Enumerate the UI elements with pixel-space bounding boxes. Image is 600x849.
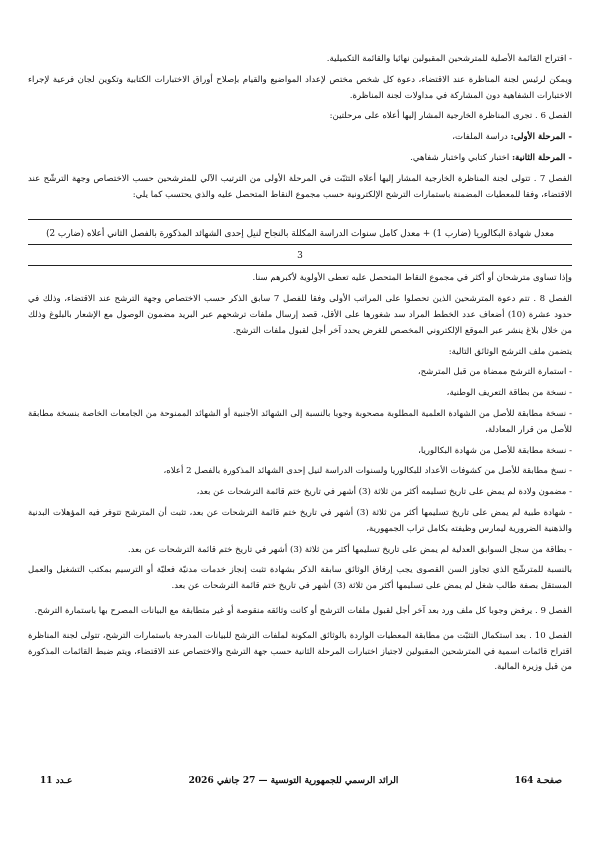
list-item: - نسخة من بطاقة التعريف الوطنية، (446, 388, 572, 399)
paragraph: بالنسبة للمترشّح الذي تجاوز السن القصوى يجب إرفاق الوثائق سابقة الذكر بشهادة تثبت إنجاز خدمات مدنيّة فعليّة أو الترسيم بمكتب التشغيل والعمل المستقل بصفة طالب شغل لم يمض على تسليمها أكثر من ثلاثة (3) أشهر في تاريخ ختم قائمة الترشحات عن بعد. (28, 565, 572, 592)
list-item: - شهادة طبية لم يمض على تاريخ تسليمها أكثر من ثلاثة (3) أشهر في تاريخ ختم قائمة الترشحات عن بعد، تثبت أن المترشح تتوفر فيه المؤهلات البدنية والذهنية الضرورية ليمارس وظيفته بكامل تراب الجمهورية، (28, 507, 572, 534)
list-item: - مضمون ولادة لم يمض على تاريخ تسليمه أكثر من ثلاثة (3) أشهر في تاريخ ختم قائمة الترشحات عن بعد، (196, 487, 572, 498)
formula: معدل شهادة البكالوريا (ضارب 1) + معدل كامل سنوات الدراسة المكللة بالنجاح لنيل إحدى الشهائد المذكورة بالفصل الثاني أعلاه (ضارب 2) (46, 229, 554, 240)
page-footer (40, 771, 562, 791)
paragraph: يتضمن ملف الترشح الوثائق التالية: (448, 346, 572, 357)
list-item: - نسخ مطابقة للأصل من كشوفات الأعداد للبكالوريا ولسنوات الدراسة لنيل إحدى الشهائد المذكورة بالفصل 2 أعلاه، (163, 466, 572, 477)
stage-1 (28, 130, 572, 146)
formula-box (28, 219, 572, 245)
article-9: الفصل 9 . يرفض وجوبا كل ملف ورد بعد آخر أجل لقبول ملفات الترشح أو كانت وثائقه منقوصة أو غير متطابقة مع البيانات المصرح بها باستمارة الترشح. (34, 605, 572, 616)
document-body (28, 52, 572, 676)
stage-1-text: دراسة الملفات، (452, 132, 511, 143)
stage-2-text: اختبار كتابي واختبار شفاهي. (410, 152, 512, 163)
list-item: - بطاقة من سجل السوابق العدلية لم يمض على تاريخ تسليمها أكثر من ثلاثة (3) أشهر في تاريخ ختم قائمة الترشحات عن بعد. (127, 544, 572, 555)
footer-page-number: صفحـة 164 (514, 776, 562, 786)
article-7: الفصل 7 . تتولى لجنة المناظرة الخارجية المشار إليها أعلاه التثبّت في المرحلة الأولى من الترتيب الآلي للمترشحين حسب الاختصاص وجهة الترشّح عند الاقتضاء، وفقا للمعطيات المضمنة باستمارات الترشح الإلكترونية حسب مجموع النقاط المتحصل عليه والذي يحتسب كما يلي: (28, 173, 572, 200)
article-6: الفصل 6 . تجرى المناظرة الخارجية المشار إليها أعلاه على مرحلتين: (329, 111, 572, 122)
formula-top-rule (28, 219, 572, 220)
article-10: الفصل 10 . بعد استكمال التثبّت من مطابقة المعطيات الواردة بالوثائق المكونة لملفات الترشح للبيانات المدرجة باستمارات الترشح، تتولى لجنة المناظرة اقتراح قائمات اسمية في المترشحين المقبولين لاجتياز اختبارات المرحلة الثانية حسب جهة الترشح والاختصاص عند الاقتضاء، ويتم ضبط القائمات المذكورة من قبل وزيرة المالية. (28, 630, 573, 673)
inner-page-number: 3 (297, 251, 303, 262)
stage-2-label: - المرحلة الثانية: (511, 152, 572, 163)
paragraph: وإذا تساوى مترشحان أو أكثر في مجموع النقاط المتحصل عليه تعطى الأولوية لأكبرهم سنا. (252, 273, 572, 284)
paragraph: - اقتراح القائمة الأصلية للمترشحين المقبولين نهائيا والقائمة التكميلية. (326, 54, 572, 64)
formula-bottom-rule (28, 244, 572, 245)
list-item: - استمارة الترشح ممضاة من قبل المترشح، (417, 367, 572, 378)
stage-2 (28, 151, 572, 167)
list-item: - نسخة مطابقة للأصل من الشهادة العلمية المطلوبة مصحوبة وجوبا بالنسبة إلى الشهائد الأجنبية أو الشهائد الممنوحة من الجامعات الخاصة بنسخة مطابقة للأصل من قرار المعادلة، (28, 408, 572, 435)
article-8: الفصل 8 . تتم دعوة المترشحين الذين تحصلوا على المراتب الأولى وفقا للفصل 7 سابق الذكر حسب الاختصاص وجهة الترشح عند الاقتضاء، وذلك في حدود عشرة (10) أضعاف عدد الخطط المراد سد شغورها على الأقل، قصد إرسال ملفات ترشحهم عبر البريد مضمون الوصول مع الإشعار بالبلوغ وذلك من خلال بلاغ ينشر عبر الموقع الإلكتروني المخصص للغرض يحدد آخر أجل لقبول ملفات الترشح. (28, 294, 573, 336)
footer-journal-title: الرائد الرسمي للجمهورية التونسية — 27 جانفي 2026 (188, 776, 399, 786)
paragraph: ويمكن لرئيس لجنة المناظرة عند الاقتضاء، دعوة كل شخص مختص لإعداد المواضيع والقيام بإصلاح أوراق الاختبارات الكتابية وتكوين لجان فرعية لإجراء الاختبارات الشفاهية دون المشاركة في مداولات لجنة المناظرة. (28, 74, 572, 101)
footer-issue-number: عـدد 11 (40, 776, 73, 786)
stage-1-label: - المرحلة الأولى: (510, 132, 572, 143)
list-item: - نسخة مطابقة للأصل من شهادة البكالوريا، (418, 445, 572, 456)
